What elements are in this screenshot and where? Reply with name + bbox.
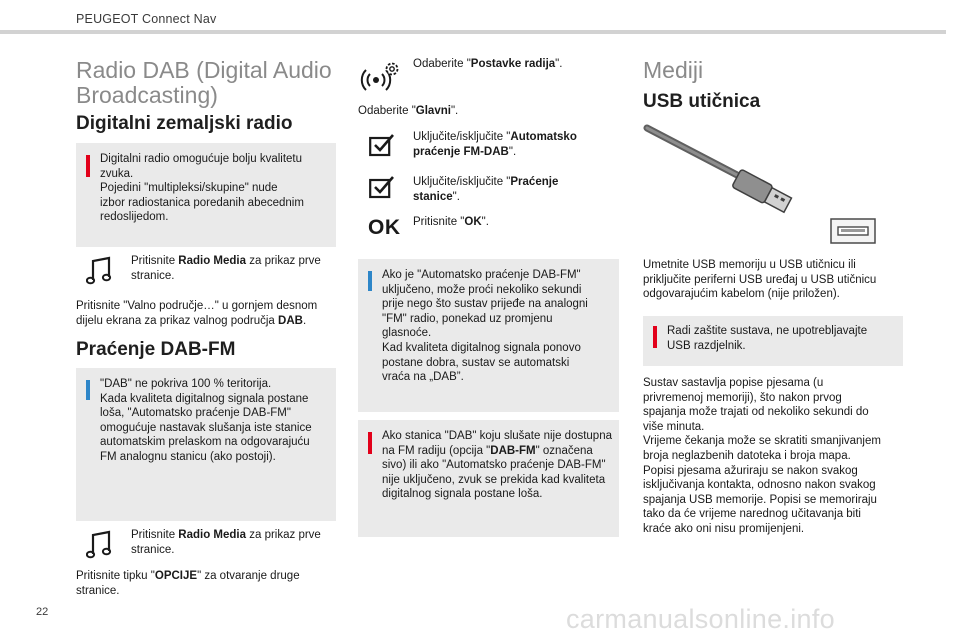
music-note-icon — [86, 256, 112, 286]
toggle-station-tracking: Uključite/isključite "Praćenje stanice". — [413, 176, 559, 203]
warning-icon — [368, 432, 372, 454]
usb-cable-icon — [643, 120, 803, 220]
music-note-icon — [86, 530, 112, 560]
checkbox-tick-icon — [369, 133, 395, 157]
warning-text-digital: Digitalni radio omogućuje bolju kvalitetu zvuka. Pojedini "multipleksi/skupine" nude izbor radiostanica poredanih abecednim redoslijedom. — [100, 153, 304, 224]
info-icon — [86, 380, 90, 400]
usb-port-icon — [830, 218, 876, 244]
paragraph-playlists: Sustav sastavlja popise pjesama (u privremenoj memoriji), što nakon prvog spajanja može trajati od nekoliko sekundi do više minuta. Vrijeme čekanja može se skratiti smanjivanjem broja neglazbenih datoteka i broja mapa. Popisi pjesama ažuriraju se nakon svakog isključivanja kontakta, odnosno nakon svakog spajanja USB memorije. Popisi se memoriraju tako da će vrijeme narednog učitavanja biti kraće ako oni nisu promijenjeni. — [643, 377, 881, 535]
checkbox-tick-icon — [369, 175, 395, 199]
warning-icon — [653, 326, 657, 348]
section-title-media: Mediji — [643, 57, 704, 83]
warning-text-dab-unavailable: Ako stanica "DAB" koju slušate nije dostupna na FM radiju (opcija "DAB-FM" označena sivo) ili ako "Automatsko praćenje DAB-FM" nije uključeno, zvuk se prekida kad kvaliteta digitalnog signala postane loša. — [382, 430, 612, 501]
warning-box-usb-hub — [643, 316, 903, 366]
watermark: carmanualsonline.info — [566, 604, 835, 634]
heading-dab-fm-tracking: Praćenje DAB-FM — [76, 339, 236, 360]
info-box-dab — [76, 368, 336, 521]
info-icon — [368, 271, 372, 291]
ok-icon: OK — [368, 216, 401, 239]
paragraph-options: Pritisnite tipku "OPCIJE" za otvaranje druge stranice. — [76, 570, 300, 597]
press-radio-media-2: Pritisnite Radio Media za prikaz prve stranice. — [131, 529, 321, 556]
toggle-auto-fm-dab: Uključite/isključite "Automatsko praćenje FM-DAB". — [413, 131, 577, 158]
select-main: Odaberite "Glavni". — [358, 105, 459, 117]
page-number: 22 — [36, 606, 49, 618]
heading-usb-socket: USB utičnica — [643, 91, 761, 112]
header-title: PEUGEOT Connect Nav — [76, 12, 217, 26]
info-text-auto-tracking: Ako je "Automatsko praćenje DAB-FM" uključeno, može proći nekoliko sekundi prije nego što sustav prijeđe na analogni "FM" radio, ponekad uz promjenu glasnoće. Kad kvaliteta digitalnog signala ponovo postane dobra, sustav se automatski vraća na „DAB”. — [382, 269, 588, 384]
info-text-dab: "DAB" ne pokriva 100 % teritorija. Kada kvaliteta digitalnog signala postane loša, "Automatsko praćenje DAB-FM" omogućuje nastavak slušanja iste stanice automatskim prelaskom na odgovarajuću FM analognu stanicu (ako postoji). — [100, 378, 312, 463]
warning-box-digital — [76, 143, 336, 247]
warning-icon — [86, 155, 90, 177]
warning-text-usb-hub: Radi zaštite sustava, ne upotrebljavajte USB razdjelnik. — [667, 325, 868, 352]
select-radio-settings: Odaberite "Postavke radija". — [413, 58, 563, 70]
press-ok: Pritisnite "OK". — [413, 216, 489, 228]
press-radio-media-1: Pritisnite Radio Media za prikaz prve stranice. — [131, 255, 321, 282]
section-title-radio-dab: Radio DAB (Digital Audio Broadcasting) — [76, 57, 332, 108]
info-box-auto-tracking — [358, 259, 619, 412]
radio-settings-icon — [360, 58, 406, 98]
paragraph-band: Pritisnite "Valno područje…" u gornjem desnom dijelu ekrana za prikaz valnog područja DAB. — [76, 300, 318, 327]
paragraph-usb-insert: Umetnite USB memoriju u USB utičnicu ili priključite periferni USB uređaj u USB utičnicu odgovarajućim kabelom (nije priložen). — [643, 259, 877, 301]
warning-box-dab-unavailable — [358, 420, 619, 537]
header-bar — [0, 30, 946, 34]
heading-digital-radio: Digitalni zemaljski radio — [76, 113, 293, 134]
